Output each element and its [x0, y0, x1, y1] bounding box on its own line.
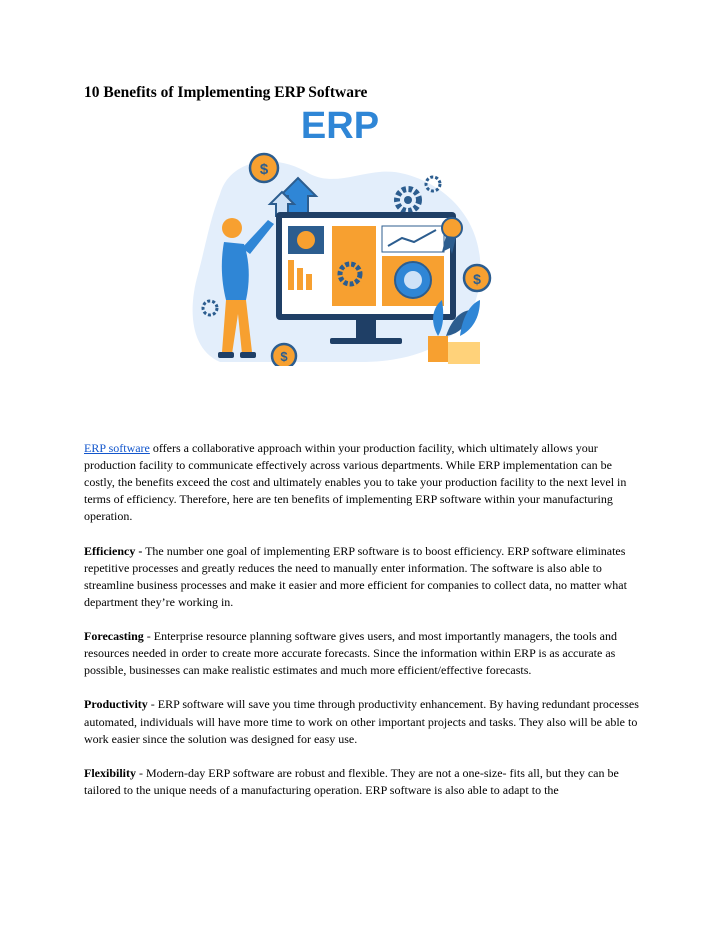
- section-heading: Flexibility: [84, 765, 136, 780]
- erp-logo: ERP: [300, 105, 380, 147]
- section-forecasting: [84, 628, 644, 679]
- section-heading: Forecasting: [84, 629, 144, 644]
- intro-paragraph: [84, 440, 644, 525]
- svg-text:$: $: [473, 271, 481, 287]
- section-text: The number one goal of implementing ERP software is to boost efficiency. ERP software eliminates repetitive processes and greatly reduces the need to manually enter information. The software is also able to streamline business processes and make it easier and more efficient for companies to collect data, no matter what department they’re working in.: [84, 543, 627, 609]
- page-title: 10 Benefits of Implementing ERP Software: [84, 84, 368, 101]
- svg-text:$: $: [280, 349, 288, 364]
- section-text: - Enterprise resource planning software gives users, and most importantly managers, the tools and resources needed in order to create more accurate forecasts. Since the information within ERP is as accurate as possible, businesses can make realistic estimates and much more efficient/effective forecasts.: [84, 629, 617, 678]
- dollar-coin-icon: [250, 154, 278, 182]
- svg-text:$: $: [259, 161, 269, 178]
- article-body: [84, 440, 644, 816]
- erp-illustration-graphic: [180, 104, 500, 366]
- intro-text: offers a collaborative approach within your production facility, which ultimately allows your production facility to communicate effectively across various departments. While ERP implementation can be costly, the benefits exceed the cost and ultimately enables you to take your production facility to the next level in terms of efficiency. Therefore, here are ten benefits of implementing ERP software within your manufacturing operation.: [84, 441, 627, 524]
- section-flexibility: [84, 765, 644, 799]
- section-productivity: [84, 696, 644, 747]
- dollar-coin-icon: [464, 265, 490, 291]
- erp-illustration: [180, 104, 500, 366]
- section-heading: Efficiency -: [84, 543, 143, 558]
- section-text: - ERP software will save you time through productivity enhancement. By having redundant processes automated, individuals will have more time to work on other important projects and tasks. They also will be able to work easier since the solution was designed for easy use.: [84, 697, 639, 746]
- erp-software-link[interactable]: ERP software: [84, 441, 150, 455]
- dollar-coin-icon: [272, 344, 296, 366]
- section-text: - Modern-day ERP software are robust and flexible. They are not a one-size- fits all, but they can be tailored to the unique needs of a manufacturing operation. ERP software is also able to adapt to the: [84, 765, 619, 797]
- section-heading: Productivity: [84, 697, 148, 712]
- section-efficiency: [84, 543, 644, 611]
